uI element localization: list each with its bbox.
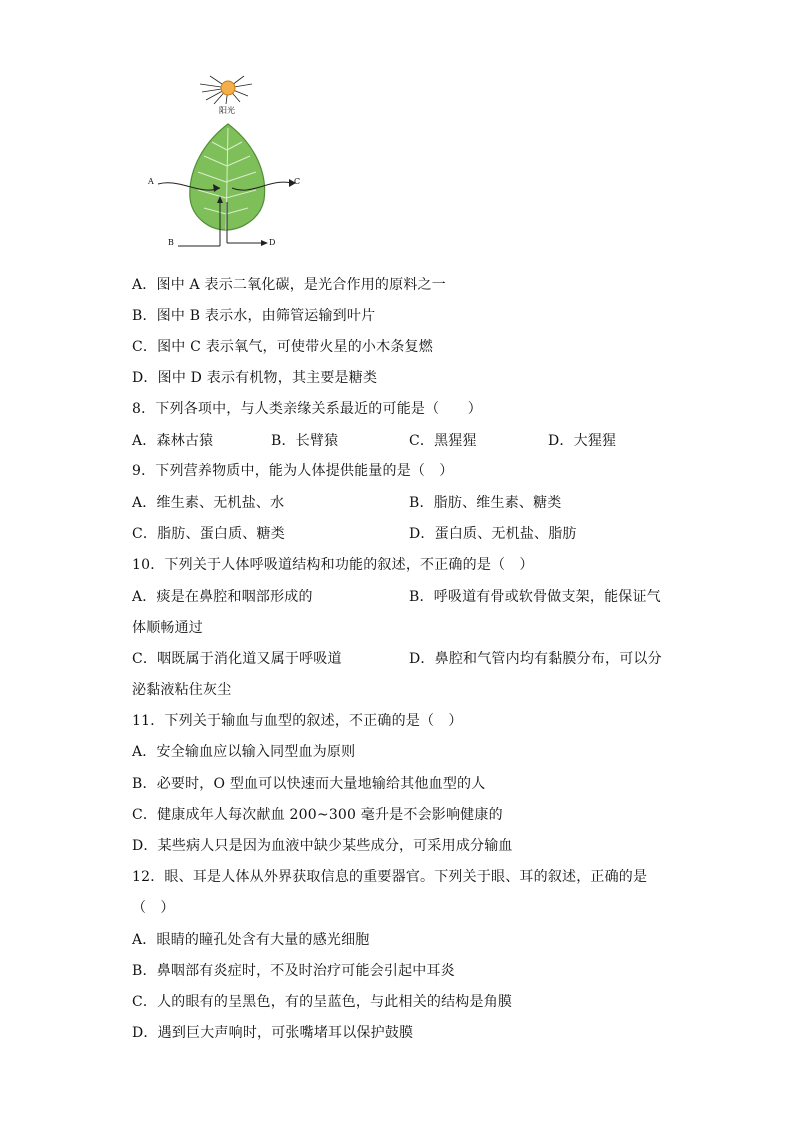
label-c: C	[294, 177, 301, 186]
q9-stem: 9．下列营养物质中，能为人体提供能量的是（ ）	[132, 463, 454, 479]
q10-option-d: D．鼻腔和气管内均有黏膜分布，可以分	[409, 651, 662, 667]
q9-option-a: A．维生素、无机盐、水	[132, 495, 285, 511]
q9-option-b: B．脂肪、维生素、糖类	[409, 495, 562, 511]
q12-stem-continued: （ ）	[132, 900, 175, 916]
q9-option-d: D．蛋白质、无机盐、脂肪	[409, 526, 577, 542]
label-a: A	[148, 177, 154, 186]
q8-option-a: A．森林古猿	[132, 433, 214, 449]
q12-option-b: B．鼻咽部有炎症时，不及时治疗可能会引起中耳炎	[132, 963, 455, 979]
sun-icon	[221, 81, 235, 95]
label-b: B	[168, 238, 174, 247]
q11-option-a: A．安全输血应以输入同型血为原则	[132, 744, 356, 760]
q8-option-d: D．大猩猩	[548, 433, 617, 449]
q10-option-b: B．呼吸道有骨或软骨做支架，能保证气	[409, 589, 661, 605]
q9-option-c: C．脂肪、蛋白质、糖类	[132, 526, 285, 542]
q7-option-d: D．图中 D 表示有机物，其主要是糖类	[132, 370, 378, 386]
q12-option-d: D．遇到巨大声响时，可张嘴堵耳以保护鼓膜	[132, 1025, 414, 1041]
q8-stem: 8．下列各项中，与人类亲缘关系最近的可能是（ ）	[132, 401, 482, 417]
label-d: D	[269, 238, 276, 247]
q10-option-c: C．咽既属于消化道又属于呼吸道	[132, 651, 342, 667]
q12-option-a: A．眼睛的瞳孔处含有大量的感光细胞	[132, 932, 370, 948]
q11-option-d: D．某些病人只是因为血液中缺少某些成分，可采用成分输血	[132, 838, 513, 854]
q11-option-c: C．健康成年人每次献血 200~300 毫升是不会影响健康的	[132, 807, 503, 823]
q12-stem: 12．眼、耳是人体从外界获取信息的重要器官。下列关于眼、耳的叙述，正确的是	[132, 869, 648, 885]
q12-option-c: C．人的眼有的呈黑色，有的呈蓝色，与此相关的结构是角膜	[132, 994, 513, 1010]
q7-option-c: C．图中 C 表示氧气，可使带火星的小木条复燃	[132, 339, 433, 355]
q7-option-b: B．图中 B 表示水，由筛管运输到叶片	[132, 308, 376, 324]
q10-stem: 10．下列关于人体呼吸道结构和功能的叙述，不正确的是（ ）	[132, 557, 534, 573]
leaf-diagram	[140, 70, 310, 255]
q11-option-b: B．必要时，O 型血可以快速而大量地输给其他血型的人	[132, 776, 486, 792]
q10-option-b-continued: 体顺畅通过	[132, 620, 203, 636]
q7-option-a: A．图中 A 表示二氧化碳，是光合作用的原料之一	[132, 277, 446, 293]
q10-option-d-continued: 泌黏液粘住灰尘	[132, 682, 232, 698]
leaf-figure	[140, 70, 310, 255]
q11-stem: 11．下列关于输血与血型的叙述，不正确的是（ ）	[132, 713, 463, 729]
sun-label: 阳光	[219, 106, 235, 115]
q10-option-a: A．痰是在鼻腔和咽部形成的	[132, 589, 313, 605]
q8-option-b: B．长臂猿	[271, 433, 339, 449]
q8-option-c: C．黑猩猩	[409, 433, 477, 449]
